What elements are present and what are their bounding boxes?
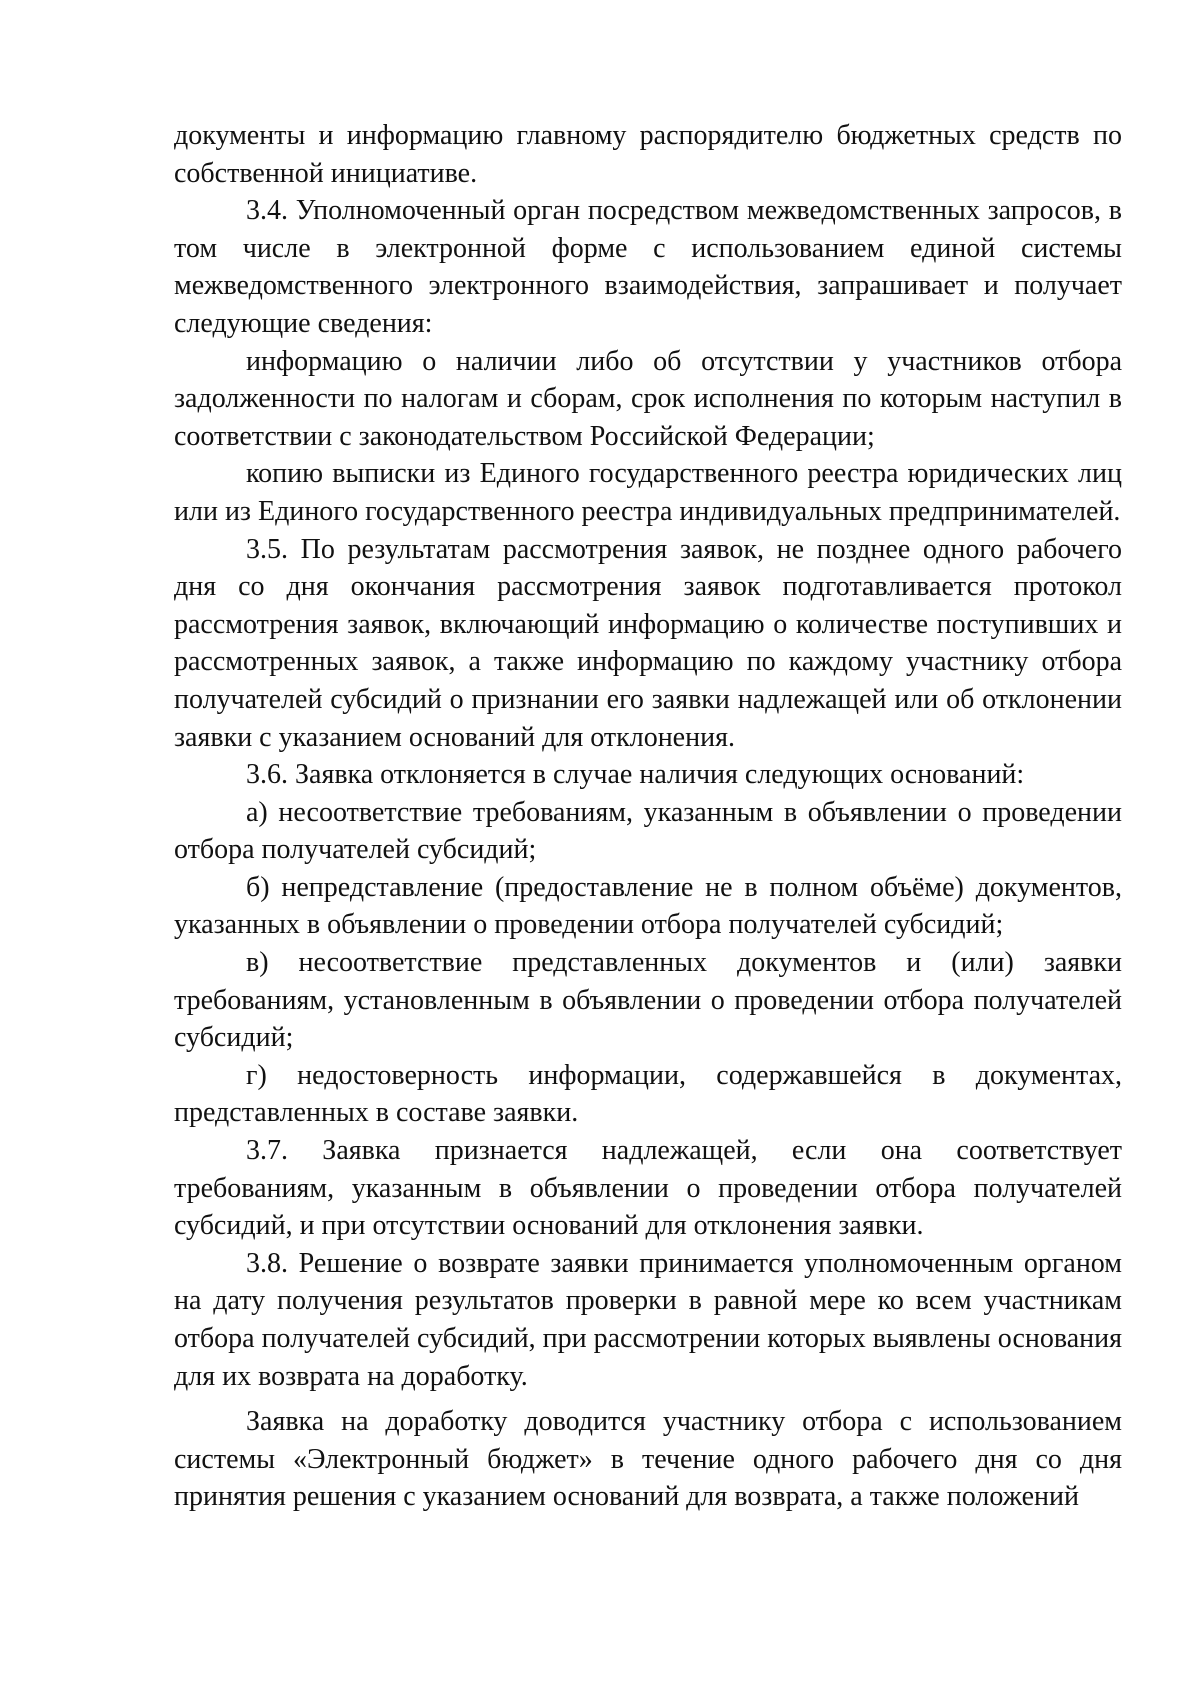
document-body: [174, 117, 1122, 1516]
paragraph-revision-notice: Заявка на доработку доводится участнику отбора с использованием системы «Электронный бюджет» в течение одного рабочего дня со дня принятия решения с указанием оснований для возврата, а также положений: [174, 1406, 1122, 1513]
paragraph-3-7: 3.7. Заявка признается надлежащей, если она соответствует требованиям, указанным в объявлении о проведении отбора получателей субсидий, и при отсутствии оснований для отклонения заявки.: [174, 1135, 1122, 1242]
paragraph-3-6-b: б) непредставление (предоставление не в полном объёме) документов, указанных в объявлении о проведении отбора получателей субсидий;: [174, 871, 1122, 941]
paragraph-continuation: документы и информацию главному распорядителю бюджетных средств по собственной инициативе.: [174, 120, 1122, 189]
paragraph-tax-debt-info: информацию о наличии либо об отсутствии у участников отбора задолженности по налогам и сборам, срок исполнения по которым наступил в соответствии с законодательством Российской Федерации;: [174, 345, 1122, 452]
paragraph-3-8: 3.8. Решение о возврате заявки принимается уполномоченным органом на дату получения результатов проверки в равной мере ко всем участникам отбора получателей субсидий, при рассмотрении которых выявлены основания для их возврата на доработку.: [174, 1247, 1122, 1392]
paragraph-3-6-v: в) несоответствие представленных документов и (или) заявки требованиям, установленным в объявлении о проведении отбора получателей субсидий;: [174, 947, 1122, 1054]
paragraph-3-5: 3.5. По результатам рассмотрения заявок, не позднее одного рабочего дня со дня окончания рассмотрения заявок подготавливается протокол рассмотрения заявок, включающий информацию о количестве поступивших и рассмотренных заявок, а также информацию по каждому участнику отбора получателей субсидий о признании его заявки надлежащей или об отклонении заявки с указанием оснований для отклонения.: [174, 533, 1122, 753]
paragraph-3-6-g: г) недостоверность информации, содержавшейся в документах, представленных в составе заявки.: [174, 1059, 1122, 1129]
paragraph-3-6-a: а) несоответствие требованиям, указанным в объявлении о проведении отбора получателей субсидий;: [174, 796, 1122, 866]
paragraph-3-4: 3.4. Уполномоченный орган посредством межведомственных запросов, в том числе в электронной форме с использованием единой системы межведомственного электронного взаимодействия, запрашивает и получает следующие сведения:: [174, 195, 1122, 339]
paragraph-registry-extract: копию выписки из Единого государственного реестра юридических лиц или из Единого государственного реестра индивидуальных предпринимателей.: [174, 458, 1122, 527]
paragraph-3-6: 3.6. Заявка отклоняется в случае наличия следующих оснований:: [246, 759, 1025, 791]
